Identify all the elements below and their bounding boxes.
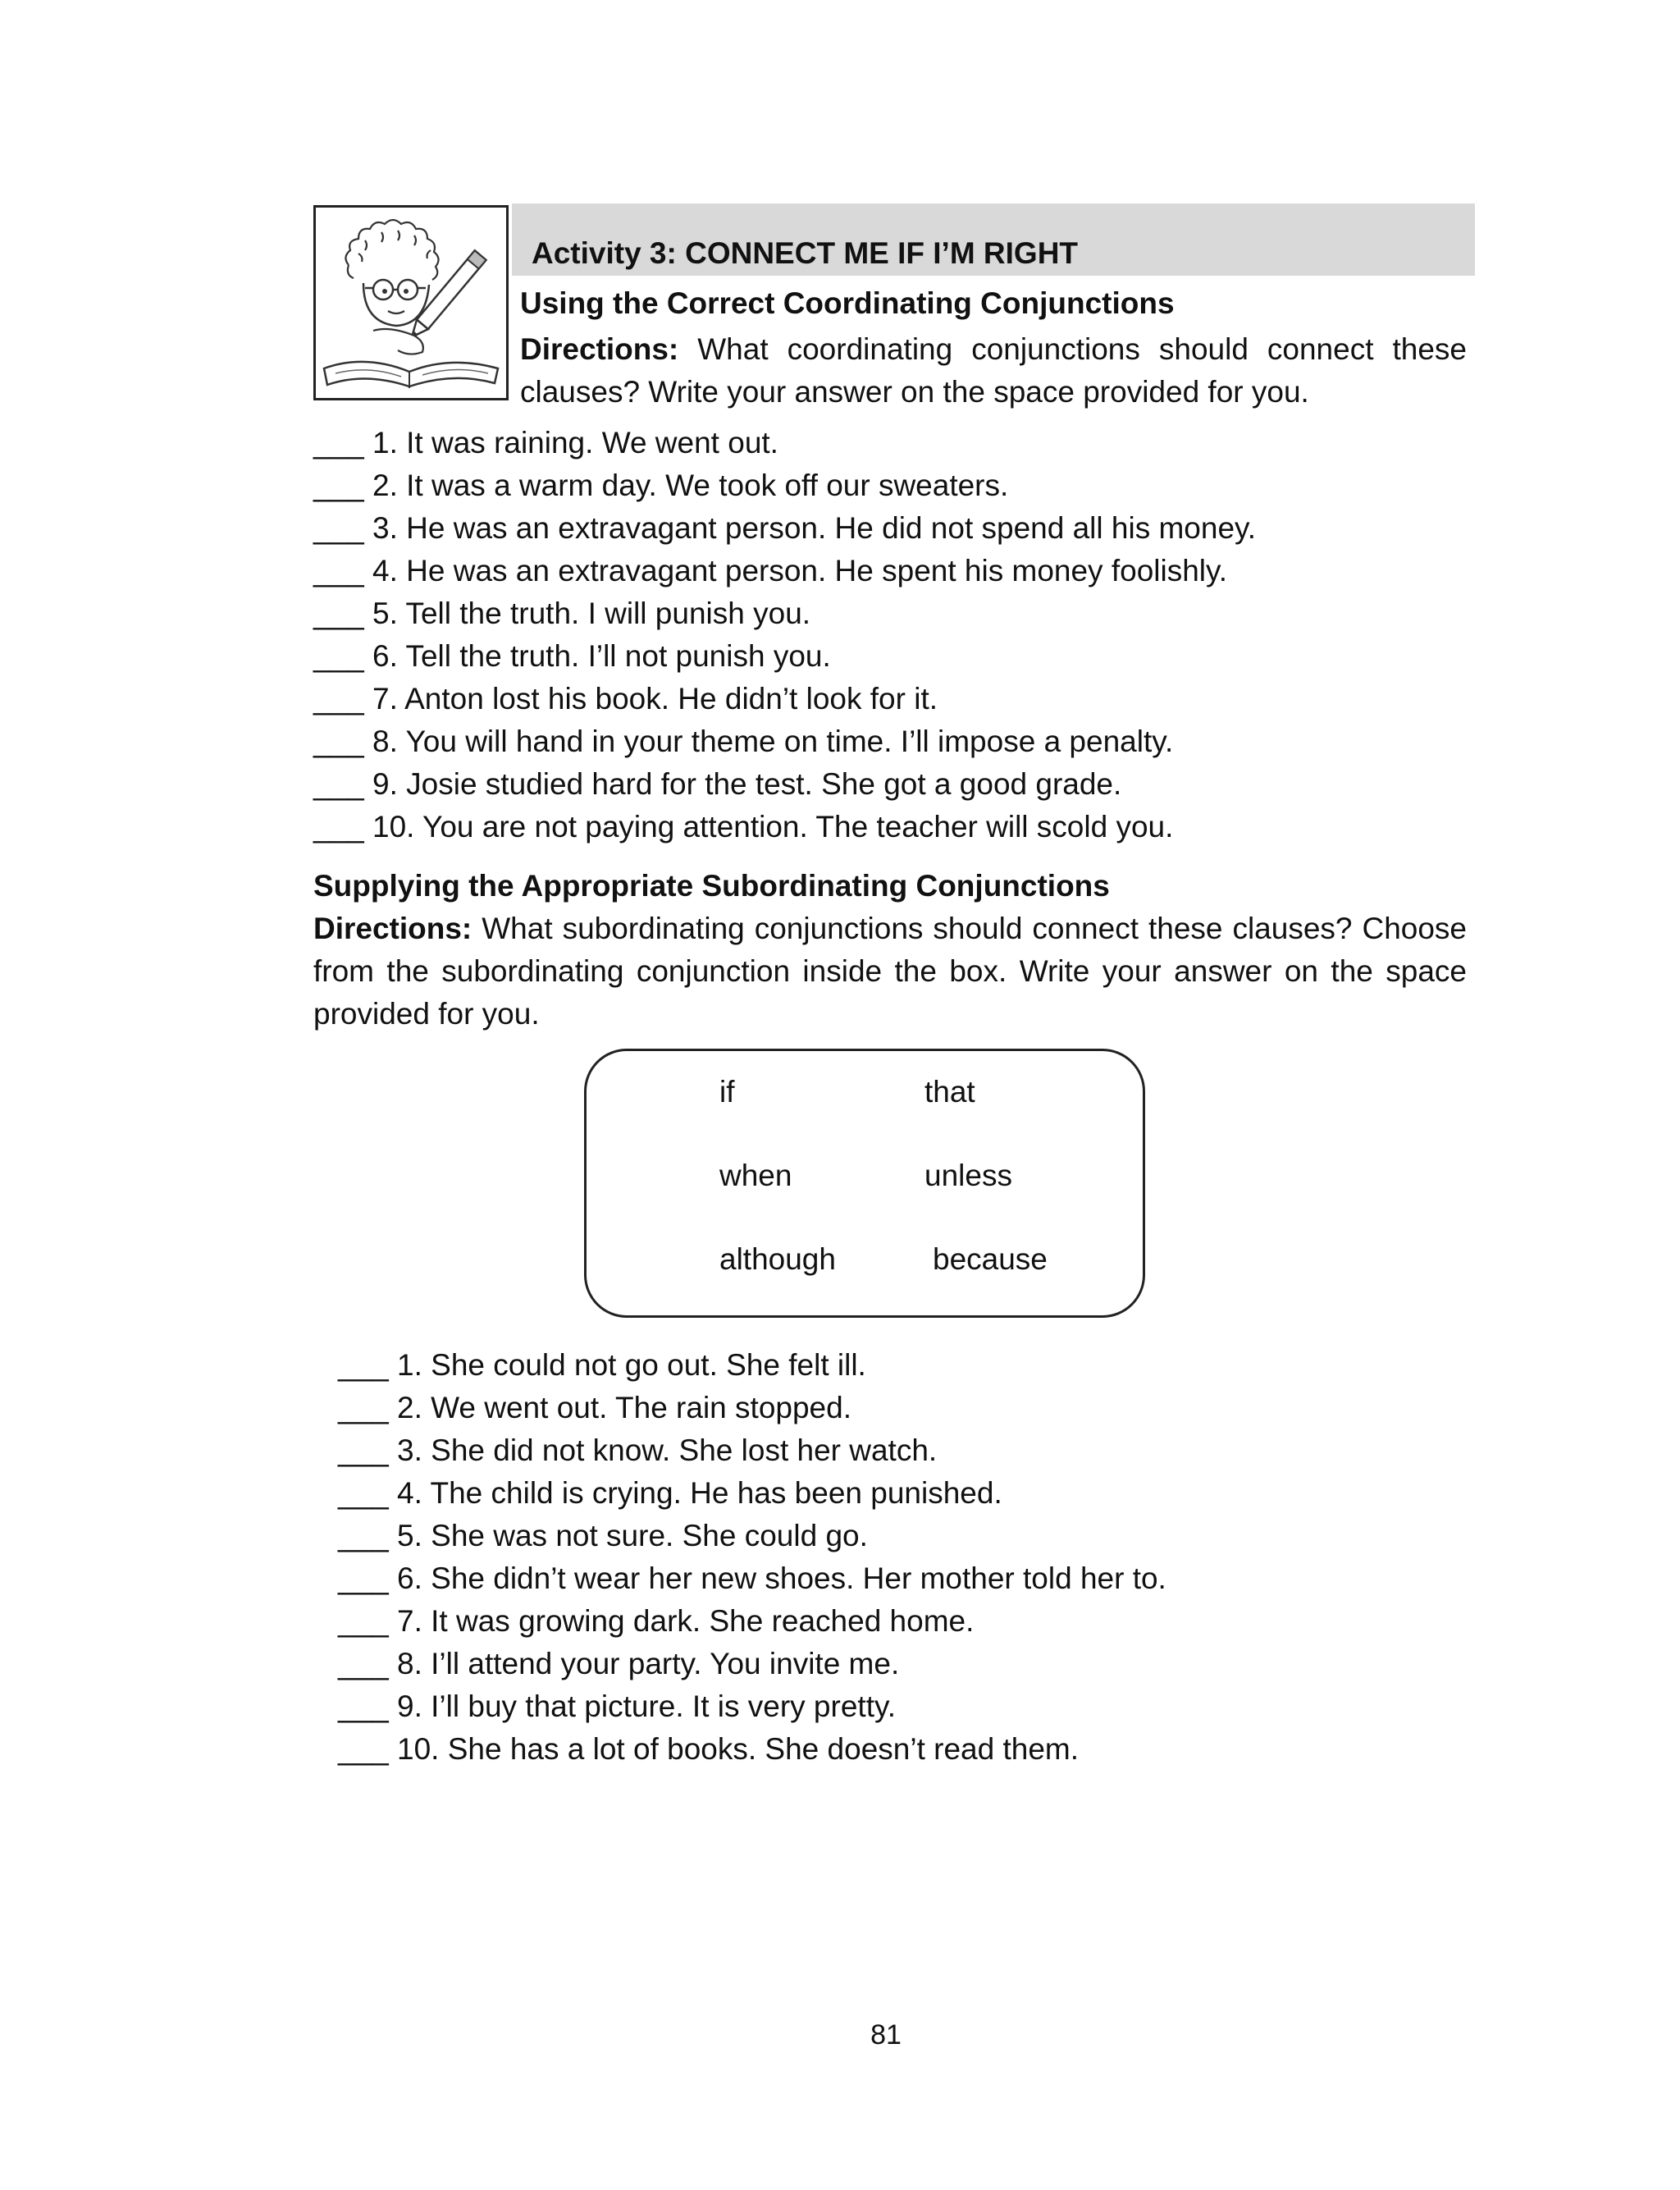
word-box-item: unless [924,1159,1012,1192]
list-item: ___ 2. It was a warm day. We took off our sweaters. [313,469,1009,502]
activity-title: Activity 3: CONNECT ME IF I’M RIGHT [532,236,1079,270]
list-item: ___ 8. You will hand in your theme on time. I’ll impose a penalty. [313,725,1174,758]
list-item: ___ 7. It was growing dark. She reached home. [338,1604,975,1638]
word-box-item: because [933,1242,1048,1276]
illustration-frame [313,205,509,400]
list-item: ___ 2. We went out. The rain stopped. [338,1391,851,1424]
coordinating-directions [520,328,1467,414]
directions-label: Directions: [520,332,679,366]
list-item: ___ 5. Tell the truth. I will punish you. [313,597,811,630]
list-item: ___ 6. Tell the truth. I’ll not punish you. [313,639,831,673]
conjunction-word-box [584,1049,1145,1318]
word-box-item: if [719,1075,735,1109]
list-item: ___ 8. I’ll attend your party. You invite me. [338,1647,900,1680]
word-box-item: although [719,1242,836,1276]
subordinating-list [338,1344,1166,1771]
list-item: ___ 1. She could not go out. She felt ill. [338,1348,866,1382]
list-item: ___ 10. She has a lot of books. She doesn’t read them. [338,1732,1079,1766]
student-writing-icon [316,208,506,398]
list-item: ___ 6. She didn’t wear her new shoes. Her mother told her to. [338,1561,1166,1595]
list-item: ___ 9. I’ll buy that picture. It is very pretty. [338,1689,897,1723]
directions-text: What coordinating conjunctions should connect these clauses? Write your answer on the space provided for you. [520,332,1467,409]
word-box-item: when [719,1159,792,1192]
list-item: ___ 4. He was an extravagant person. He spent his money foolishly. [313,554,1228,588]
list-item: ___ 4. The child is crying. He has been punished. [338,1476,1002,1510]
list-item: ___ 3. He was an extravagant person. He did not spend all his money. [313,511,1257,545]
list-item: ___ 5. She was not sure. She could go. [338,1519,868,1552]
list-item: ___ 9. Josie studied hard for the test. She got a good grade. [313,767,1122,801]
directions-label: Directions: [313,912,472,945]
list-item: ___ 3. She did not know. She lost her watch. [338,1433,938,1467]
page-number: 81 [870,2019,902,2051]
directions-text: What subordinating conjunctions should connect these clauses? Choose from the subordinating conjunction inside the box. Write your answer on the space provided for you. [313,912,1467,1031]
subordinating-directions [313,908,1467,1036]
word-box-item: that [924,1075,975,1109]
subordinating-heading: Supplying the Appropriate Subordinating Conjunctions [313,869,1110,903]
list-item: ___ 1. It was raining. We went out. [313,426,778,459]
coordinating-list [313,422,1256,848]
coordinating-heading: Using the Correct Coordinating Conjunctions [520,286,1175,320]
list-item: ___ 10. You are not paying attention. The teacher will scold you. [313,810,1174,844]
list-item: ___ 7. Anton lost his book. He didn’t look for it. [313,682,938,716]
